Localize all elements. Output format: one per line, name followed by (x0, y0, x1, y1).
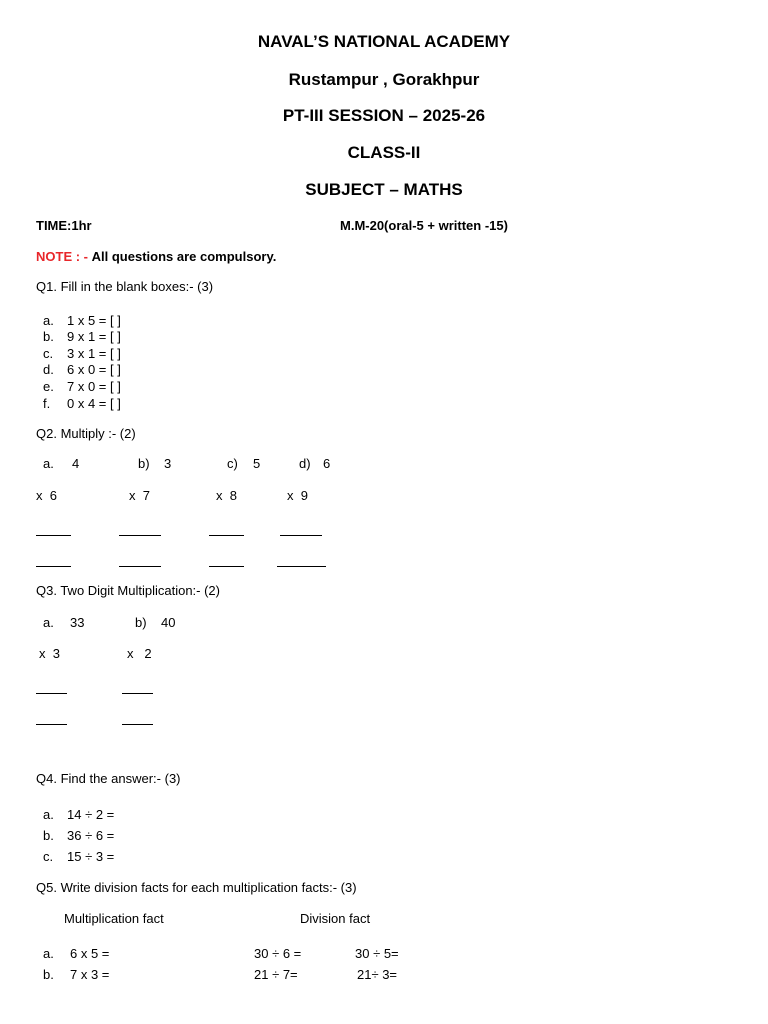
q2-problem-label: c) (227, 456, 238, 471)
q4-item-letter: c. (43, 849, 54, 864)
q2-multiplier: x 7 (129, 488, 150, 503)
q3-multiplier: x 3 (39, 646, 60, 661)
class-title: CLASS-II (347, 143, 421, 162)
q5-title: Q5. Write division facts for each multiplication facts:- (3) (36, 880, 357, 895)
answer-line (36, 693, 67, 694)
q1-item-text: 9 x 1 = [ ] (67, 329, 121, 344)
q2-problem-top: 3 (164, 456, 172, 471)
q4-item-letter: a. (43, 807, 54, 822)
answer-line (36, 724, 67, 725)
answer-line (36, 535, 71, 536)
note-line (36, 249, 276, 265)
q2-problem-top: 5 (253, 456, 261, 471)
q5-row-div1: 30 ÷ 6 = (254, 946, 302, 961)
q4-item-letter: b. (43, 828, 54, 843)
answer-line (119, 566, 161, 567)
q5-col-division: Division fact (300, 911, 371, 926)
time-label: TIME:1hr (36, 218, 92, 233)
q1-item-letter: d. (43, 362, 54, 377)
answer-line (280, 535, 322, 536)
q2-multiplier: x 9 (287, 488, 308, 503)
q1-item-text: 6 x 0 = [ ] (67, 362, 121, 377)
q1-item-text: 3 x 1 = [ ] (67, 346, 121, 361)
q2-problem-label: a. (43, 456, 54, 471)
q2-problem-label: d) (299, 456, 311, 471)
q2-problem-top: 6 (323, 456, 331, 471)
q2-multiplier: x 6 (36, 488, 57, 503)
answer-line (209, 566, 244, 567)
q4-title: Q4. Find the answer:- (3) (36, 771, 181, 786)
q3-problem-top: 40 (161, 615, 176, 630)
q1-item-text: 7 x 0 = [ ] (67, 379, 121, 394)
q5-row-letter: b. (43, 967, 54, 982)
q1-item-text: 1 x 5 = [ ] (67, 313, 121, 328)
q2-title: Q2. Multiply :- (2) (36, 426, 136, 441)
q5-row-mult: 7 x 3 = (70, 967, 110, 982)
subject-title: SUBJECT – MATHS (305, 180, 463, 199)
session-title: PT-III SESSION – 2025-26 (282, 106, 486, 125)
q1-item-letter: e. (43, 379, 54, 394)
q1-title: Q1. Fill in the blank boxes:- (3) (36, 279, 214, 294)
max-marks-label: M.M-20(oral-5 + written -15) (340, 218, 508, 233)
q3-problem-label: b) (135, 615, 147, 630)
q2-multiplier: x 8 (216, 488, 237, 503)
q3-problem-label: a. (43, 615, 54, 630)
q1-item-letter: c. (43, 346, 54, 361)
q1-item-letter: f. (43, 396, 51, 411)
q4-item-text: 14 ÷ 2 = (67, 807, 115, 822)
school-name: NAVAL’S NATIONAL ACADEMY (257, 32, 511, 51)
q5-row-div2: 21÷ 3= (357, 967, 398, 982)
q3-problem-top: 33 (70, 615, 85, 630)
q2-problem-label: b) (138, 456, 150, 471)
answer-line (119, 535, 161, 536)
answer-line (122, 724, 153, 725)
q5-row-mult: 6 x 5 = (70, 946, 110, 961)
note-text: All questions are compulsory. (91, 249, 277, 264)
q1-item-text: 0 x 4 = [ ] (67, 396, 121, 411)
q1-item-letter: b. (43, 329, 54, 344)
q4-item-text: 36 ÷ 6 = (67, 828, 115, 843)
answer-line (36, 566, 71, 567)
q3-title: Q3. Two Digit Multiplication:- (2) (36, 583, 220, 598)
q3-multiplier: x 2 (127, 646, 152, 661)
answer-line (277, 566, 326, 567)
q4-item-text: 15 ÷ 3 = (67, 849, 115, 864)
q1-item-letter: a. (43, 313, 54, 328)
q5-col-multiplication: Multiplication fact (64, 911, 164, 926)
note-label: NOTE : - (36, 249, 88, 264)
school-location: Rustampur , Gorakhpur (288, 70, 480, 89)
q5-row-div2: 30 ÷ 5= (355, 946, 399, 961)
answer-line (122, 693, 153, 694)
answer-line (209, 535, 244, 536)
q2-problem-top: 4 (72, 456, 80, 471)
q5-row-div1: 21 ÷ 7= (254, 967, 298, 982)
q5-row-letter: a. (43, 946, 54, 961)
